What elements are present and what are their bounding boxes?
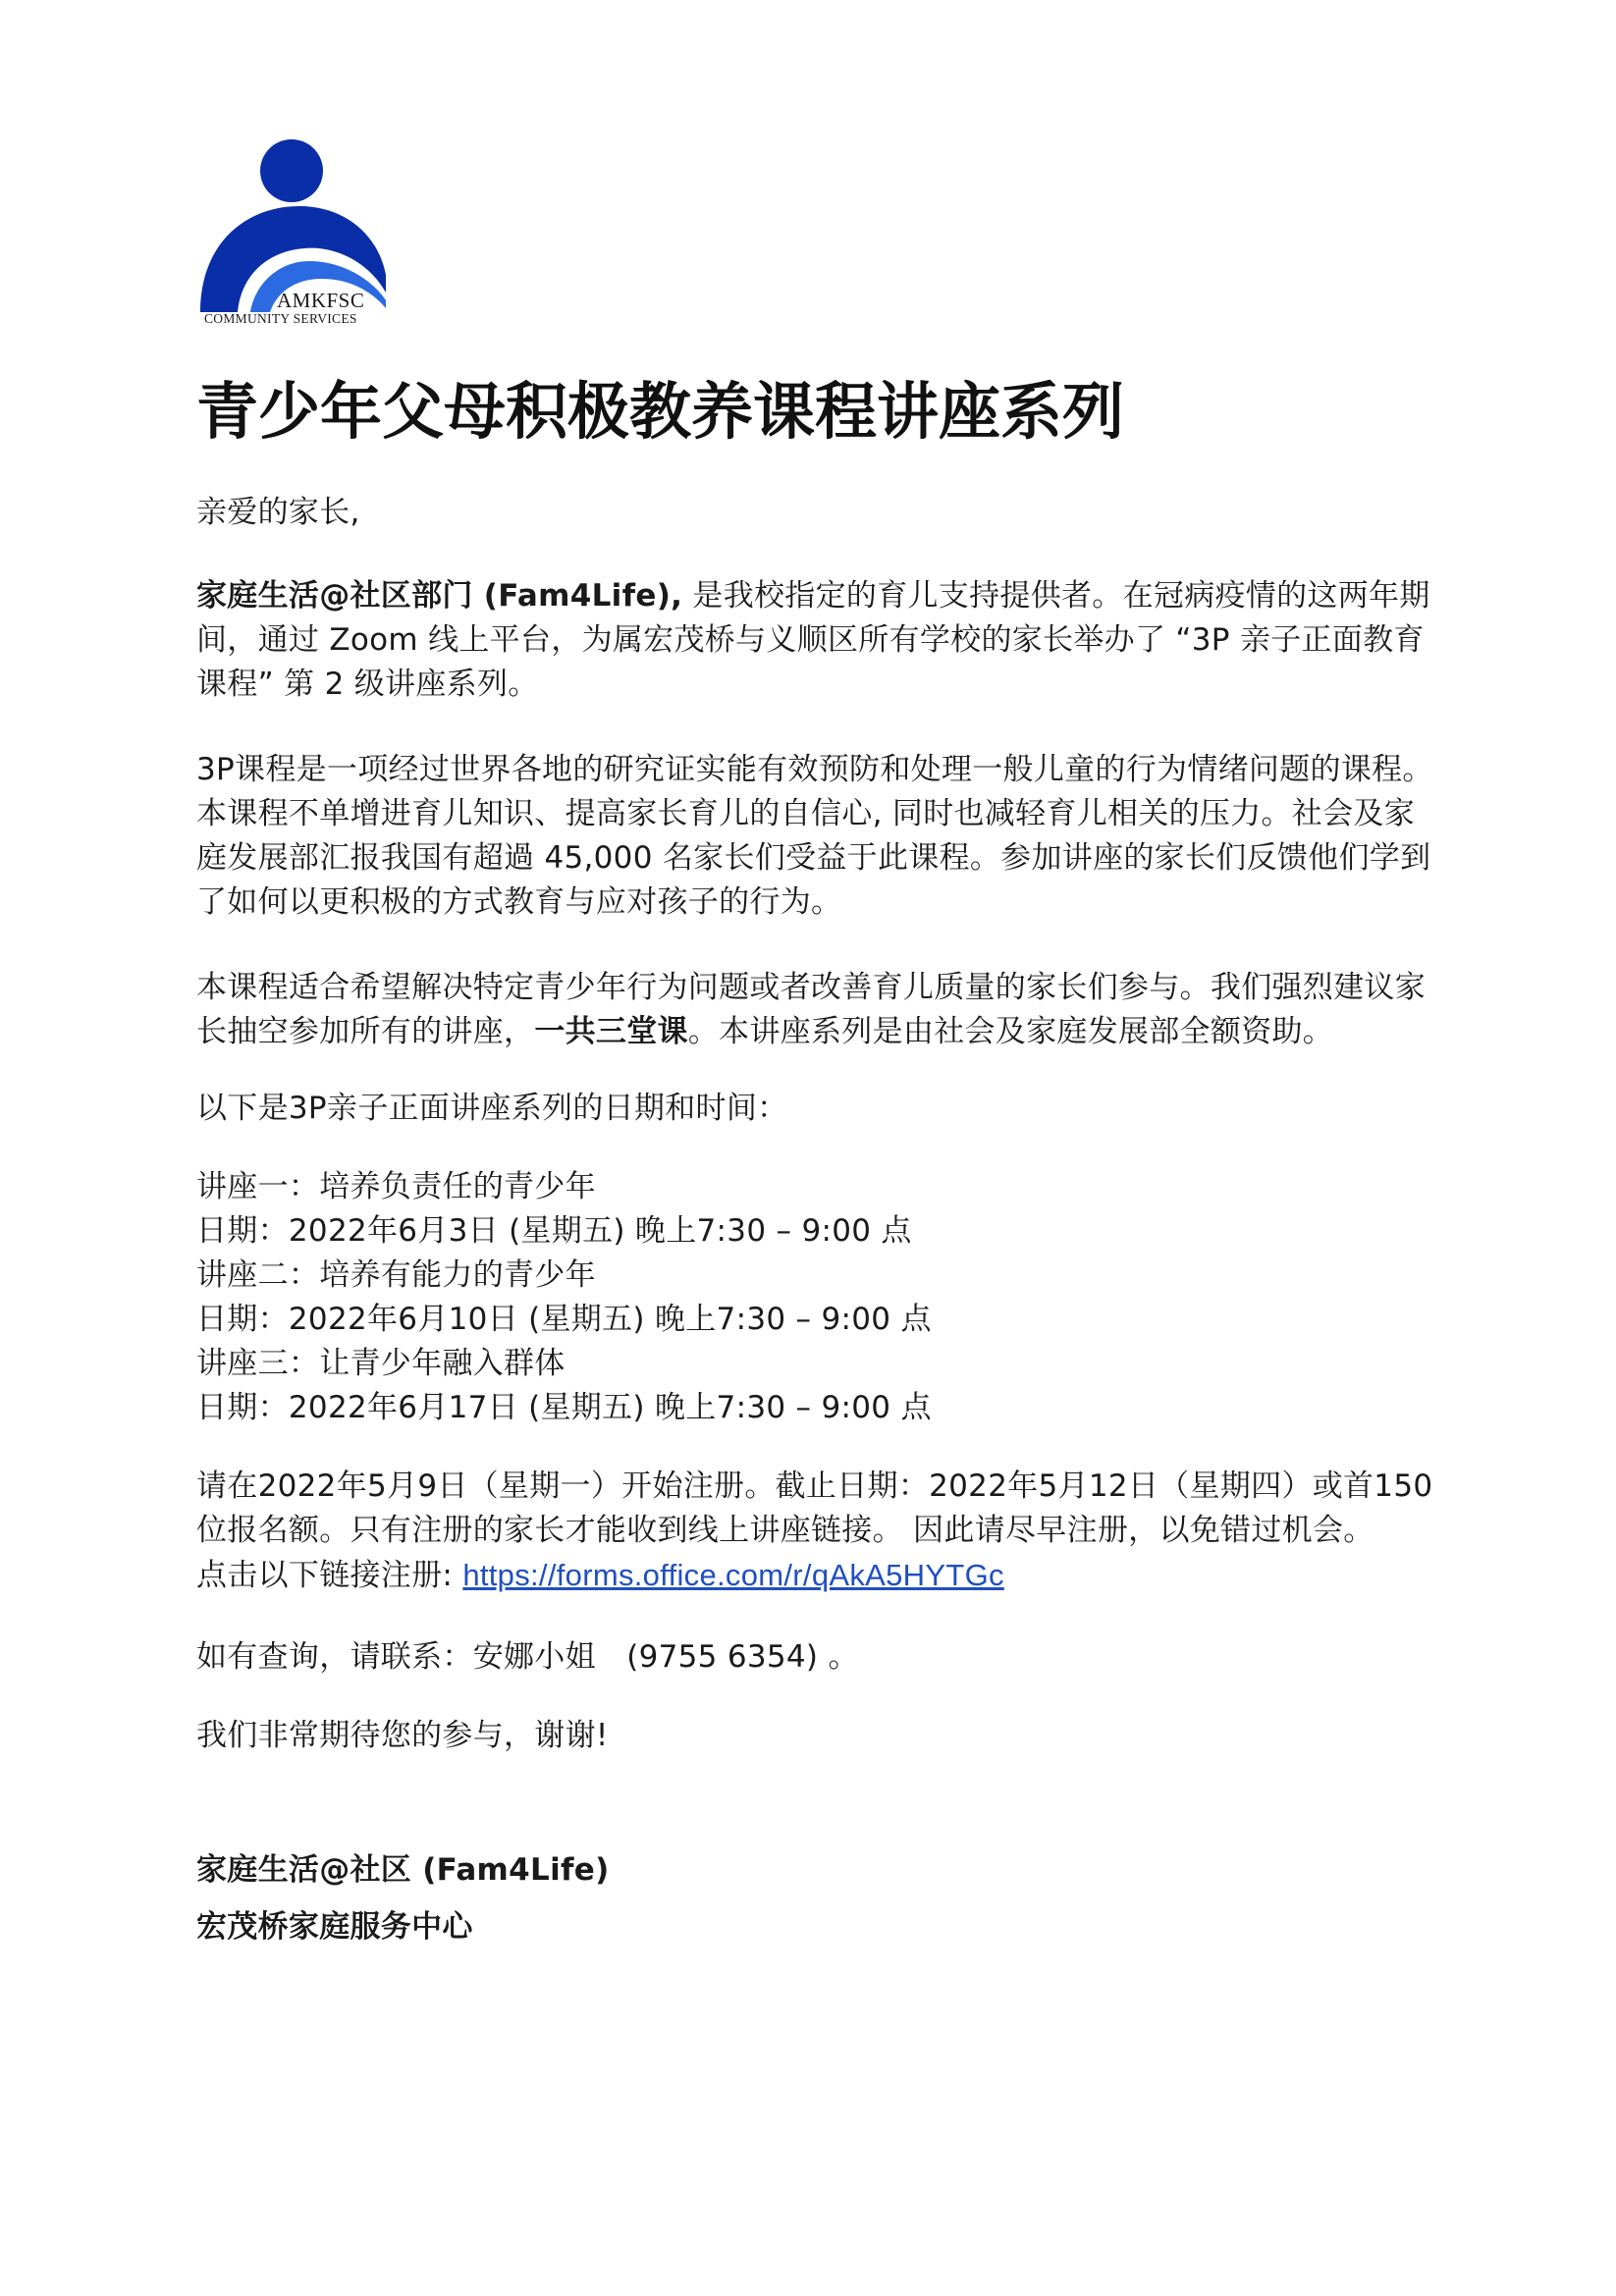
page-title: 青少年父母积极教养课程讲座系列	[196, 376, 1124, 448]
suitability-text-after: 。本讲座系列是由社会及家庭发展部全额资助。	[687, 1014, 1334, 1049]
thanks-line: 我们非常期待您的参与，谢谢!	[196, 1718, 609, 1753]
lecture-1-date: 日期：2022年6月3日 (星期五) 晚上7:30 – 9:00 点	[196, 1213, 912, 1249]
logo-org-sub: COMMUNITY SERVICES	[204, 311, 357, 326]
registration-paragraph	[196, 1465, 1443, 1598]
registration-text: 请在2022年5月9日（星期一）开始注册。截止日期：2022年5月12日（星期四）或首150位报名额。只有注册的家长才能收到线上讲座链接。 因此请尽早注册，以免错过机会。	[196, 1468, 1433, 1548]
intro-bold-lead: 家庭生活@社区部门 (Fam4Life),	[196, 578, 683, 614]
lecture-3-title: 讲座三：让青少年融入群体	[196, 1346, 566, 1381]
program-description: 3P课程是一项经过世界各地的研究证实能有效预防和处理一般儿童的行为情绪问题的课程。本课程不单增进育儿知识、提高家长育儿的自信心, 同时也减轻育儿相关的压力。社会及家庭发展部汇报我国有超過 45,000 名家长们受益于此课程。参加讲座的家长们反馈他们学到了如何以更积极的方式教育与应对孩子的行为。	[196, 752, 1433, 920]
dates-intro: 以下是3P亲子正面讲座系列的日期和时间：	[196, 1091, 788, 1126]
lecture-1-title: 讲座一：培养负责任的青少年	[196, 1169, 596, 1204]
lecture-2-title: 讲座二：培养有能力的青少年	[196, 1257, 596, 1293]
signature-block	[196, 1842, 1443, 1955]
letter-body	[196, 363, 1443, 1955]
signature-line-2: 宏茂桥家庭服务中心	[196, 1909, 473, 1945]
suitability-paragraph	[196, 966, 1443, 1054]
lecture-2-date: 日期：2022年6月10日 (星期五) 晚上7:30 – 9:00 点	[196, 1302, 932, 1337]
intro-text: 是我校指定的育儿支持提供者。在冠病疫情的这两年期间，通过 Zoom 线上平台，为属宏茂桥与义顺区所有学校的家长举办了 “3P 亲子正面教育课程” 第 2 级讲座系列。	[196, 578, 1430, 702]
suitability-text-before: 本课程适合希望解决特定青少年行为问题或者改善育儿质量的家长们参与。我们强烈建议家长抽空参加所有的讲座，	[196, 970, 1426, 1049]
lecture-list	[196, 1165, 1443, 1430]
intro-paragraph	[196, 574, 1443, 707]
lecture-3-date: 日期：2022年6月17日 (星期五) 晚上7:30 – 9:00 点	[196, 1390, 932, 1425]
registration-link[interactable]: https://forms.office.com/r/qAkA5HYTGc	[462, 1558, 1004, 1592]
registration-link-prefix: 点击以下链接注册:	[196, 1558, 463, 1593]
suitability-bold: 一共三堂课	[534, 1014, 688, 1049]
contact-info: 如有查询，请联系：安娜小姐 (9755 6354) 。	[196, 1639, 859, 1675]
logo-org-abbr: AMKFSC	[277, 289, 365, 312]
signature-line-1: 家庭生活@社区 (Fam4Life)	[196, 1852, 610, 1888]
greeting: 亲爱的家长,	[196, 495, 360, 530]
